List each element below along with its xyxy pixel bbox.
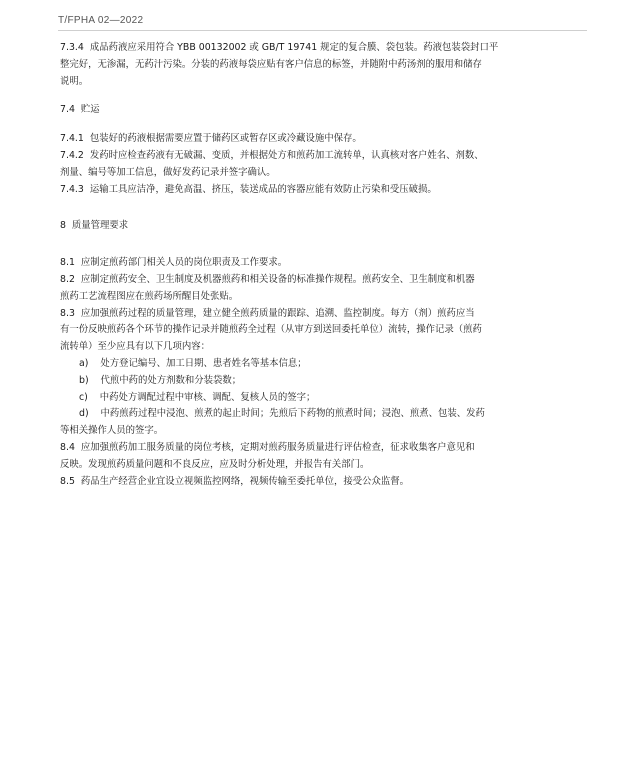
clause-8-1: 8.1 应制定煎药部门相关人员的岗位职责及工作要求。 bbox=[60, 257, 288, 269]
header-divider bbox=[58, 30, 587, 31]
list-item: a) 处方登记编号、加工日期、患者姓名等基本信息； bbox=[79, 357, 307, 369]
document-body bbox=[60, 40, 580, 490]
paragraph-line: 反映。发现煎药质量问题和不良反应，应及时分析处理，并报告有关部门。 bbox=[60, 458, 370, 470]
clause-7-3-4 bbox=[60, 40, 580, 90]
clause-7-4-2 bbox=[60, 148, 580, 182]
clause-8-5: 8.5 药品生产经营企业宜设立视频监控网络，视频传输至委托单位，接受公众监督。 bbox=[60, 475, 409, 487]
clause-8-3 bbox=[60, 306, 580, 440]
paragraph-line: 流转单）至少应具有以下几项内容： bbox=[60, 341, 211, 353]
paragraph-line: 剂量、编号等加工信息，做好发药记录并签字确认。 bbox=[60, 166, 276, 178]
clause-7-4-3: 7.4.3 运输工具应洁净，避免高温、挤压，装送成品的容器应能有效防止污染和受压破损。 bbox=[60, 183, 437, 195]
section-title-7-4: 7.4 贮运 bbox=[60, 104, 100, 116]
paragraph-line: 说明。 bbox=[60, 75, 89, 87]
section-title-8: 8 质量管理要求 bbox=[60, 220, 129, 232]
list-item: b) 代煎中药的处方剂数和分装袋数； bbox=[79, 374, 242, 386]
clause-8-2 bbox=[60, 272, 580, 306]
paragraph-line: 8.3 应加强煎药过程的质量管理，建立健全煎药质量的跟踪、追溯、监控制度。每方（剂）煎药应当 bbox=[60, 307, 475, 319]
paragraph-line: 7.3.4 成品药液应采用符合 YBB 00132002 或 GB/T 19741 规定的复合膜、袋包装。药液包装袋封口平 bbox=[60, 42, 499, 53]
paragraph-line: 7.4.2 发药时应检查药液有无破漏、变质，并根据处方和煎药加工流转单，认真核对客户姓名、剂数、 bbox=[60, 149, 484, 161]
list-item: c) 中药处方调配过程中审核、调配、复核人员的签字； bbox=[79, 391, 316, 403]
clause-8-4 bbox=[60, 440, 580, 474]
clause-7-4-1: 7.4.1 包装好的药液根据需要应置于储药区或暂存区或冷藏设施中保存。 bbox=[60, 133, 362, 145]
list-item-continuation: 等相关操作人员的签字。 bbox=[60, 425, 164, 437]
paragraph-line: 整完好，无渗漏，无药汁污染。分装的药液每袋应贴有客户信息的标签，并随附中药汤剂的服用和储存 bbox=[60, 58, 482, 70]
list-item: d) 中药煎药过程中浸泡、煎煮的起止时间；先煎后下药物的煎煮时间；浸泡、煎煮、包装、发药 bbox=[79, 408, 485, 420]
paragraph-line: 8.4 应加强煎药加工服务质量的岗位考核，定期对煎药服务质量进行评估检查，征求收集客户意见和 bbox=[60, 441, 475, 453]
paragraph-line: 煎药工艺流程图应在煎药场所醒目处张贴。 bbox=[60, 290, 239, 302]
paragraph-line: 有一份反映煎药各个环节的操作记录并随煎药全过程（从审方到送回委托单位）流转，操作记录（煎药 bbox=[60, 324, 482, 336]
paragraph-line: 8.2 应制定煎药安全、卫生制度及机器煎药和相关设备的标准操作规程。煎药安全、卫生制度和机器 bbox=[60, 273, 475, 285]
document-code: T/FPHA 02—2022 bbox=[58, 15, 144, 26]
